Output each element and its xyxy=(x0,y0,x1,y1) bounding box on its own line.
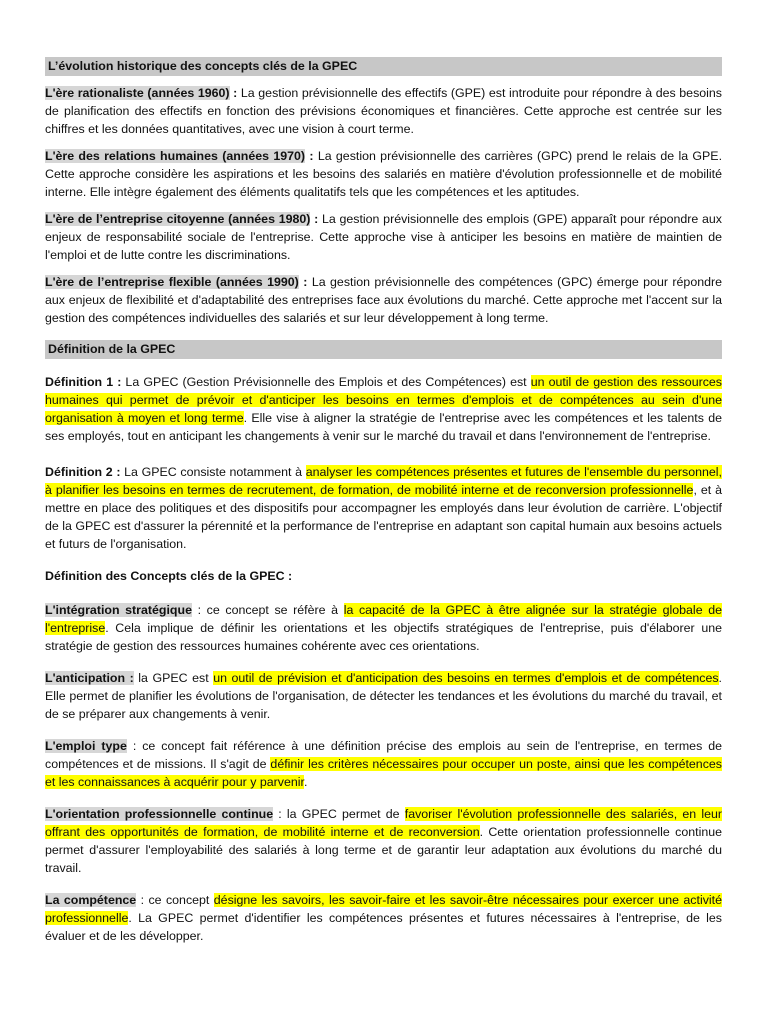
paragraph-text: La gestion prévisionnelle des effectifs (GPE) est introduite pour répondre à des besoins de planification des effectifs en fonction des prévisions économiques et financières. Cette approche est centrée sur les chiffres et les données quantitatives, avec une vision à court terme. xyxy=(45,86,722,136)
paragraph-definition-1: Définition 1 : La GPEC (Gestion Prévisionnelle des Emplois et des Compétences) est un outil de gestion des ressources humaines qui permet de prévoir et d'anticiper les besoins en termes d'emplois et de compétences au sein d'une organisation à moyen et long terme. Elle vise à aligner la stratégie de l'entreprise avec les compétences et les talents de ses employés, tout en anticipant les changements à venir sur le marché du travail et dans l'environnement de l'entreprise. xyxy=(45,375,722,443)
term-era-1970: L'ère des relations humaines (années 1970) xyxy=(45,149,306,163)
term-definition-1: Définition 1 : xyxy=(45,375,122,389)
term-competence: La compétence xyxy=(45,893,137,907)
paragraph-orientation: L'orientation professionnelle continue : la GPEC permet de favoriser l'évolution professionnelle des salariés, en leur offrant des opportunités de formation, de mobilité interne et de reconversion. Cette orientation professionnelle continue permet d'assurer l'employabilité des salariés à long terme et de garantir leur adaptation aux évolutions du marché du travail. xyxy=(45,807,723,875)
term-anticipation: L'anticipation : xyxy=(45,671,134,685)
section-heading-definition: Définition de la GPEC xyxy=(45,340,722,359)
paragraph-emploi-type: L'emploi type : ce concept fait référence à une définition précise des emplois au sein de l'entreprise, en termes de compétences et de missions. Il s'agit de définir les critères nécessaires pour occuper un poste, ainsi que les compétences et les connaissances à acquérir pour y parvenir. xyxy=(45,739,722,789)
highlighted-text: définir les critères nécessaires pour occuper un poste, ainsi que les compétences et les connaissances à acquérir pour y parvenir xyxy=(45,757,722,789)
highlighted-text: un outil de prévision et d'anticipation des besoins en termes d'emplois et de compétences xyxy=(213,671,719,685)
section-heading-history: L’évolution historique des concepts clés de la GPEC xyxy=(45,57,722,76)
paragraph-competence: La compétence : ce concept désigne les savoirs, les savoir-faire et les savoir-être nécessaires pour exercer une activité professionnelle. La GPEC permet d'identifier les compétences présentes et futures nécessaires à l'entreprise, de les évaluer et de les développer. xyxy=(45,893,722,943)
highlighted-text: la capacité de la GPEC à être alignée sur la stratégie globale de l'entreprise xyxy=(45,603,722,635)
document-page xyxy=(45,57,722,945)
term-emploi-type: L'emploi type xyxy=(45,739,127,753)
paragraph-integration: L'intégration stratégique : ce concept se réfère à la capacité de la GPEC à être alignée sur la stratégie globale de l'entreprise. Cela implique de définir les orientations et les objectifs stratégiques de l'entreprise, puis d'élaborer une stratégie de gestion des ressources humaines cohérente avec ces orientations. xyxy=(45,603,722,653)
highlighted-text: analyser les compétences présentes et futures de l'ensemble du personnel, à planifier les besoins en termes de recrutement, de formation, de mobilité interne et de reconversion professionnelle xyxy=(45,465,722,497)
paragraph-text: La gestion prévisionnelle des emplois (GPE) apparaît pour répondre aux enjeux de responsabilité sociale de l'entreprise. Cette approche vise à anticiper les besoins en matière de maintien de l'emploi et de lutte contre les discriminations. xyxy=(45,212,722,262)
highlighted-text: désigne les savoirs, les savoir-faire et les savoir-être nécessaires pour exercer une activité professionnelle xyxy=(45,893,722,925)
paragraph-definition-2: Définition 2 : La GPEC consiste notamment à analyser les compétences présentes et futures de l'ensemble du personnel, à planifier les besoins en termes de recrutement, de formation, de mobilité interne et de reconversion professionnelle, et à mettre en place des politiques et des dispositifs pour accompagner les employés dans leur évolution de carrière. L'objectif de la GPEC est d'assurer la pérennité et la performance de l'entreprise en adaptant son capital humain aux besoins actuels et futurs de l'organisation. xyxy=(45,465,722,551)
paragraph-era-1960: L'ère rationaliste (années 1960) : La gestion prévisionnelle des effectifs (GPE) est introduite pour répondre à des besoins de planification des effectifs en fonction des prévisions économiques et financières. Cette approche est centrée sur les chiffres et les données quantitatives, avec une vision à court terme. xyxy=(45,86,722,136)
paragraph-era-1970: L'ère des relations humaines (années 1970) : La gestion prévisionnelle des carrières (GPC) prend le relais de la GPE. Cette approche considère les aspirations et les besoins des salariés en matière d'évolution professionnelle et de mobilité interne. Elle intègre également des éléments qualitatifs tels que les compétences et les aptitudes. xyxy=(45,149,723,199)
term-era-1960: L'ère rationaliste (années 1960) xyxy=(45,86,230,100)
paragraph-text: La gestion prévisionnelle des compétences (GPC) émerge pour répondre aux enjeux de flexibilité et d'adaptabilité des entreprises face aux évolutions du marché. Cette approche met l'accent sur la gestion des compétences individuelles des salariés et sur leur développement à long terme. xyxy=(45,275,723,325)
highlighted-text: un outil de gestion des ressources humaines qui permet de prévoir et d'anticiper les besoins en termes d'emplois et de compétences au sein d'une organisation à moyen et long terme xyxy=(45,375,722,425)
highlighted-text: favoriser l'évolution professionnelle des salariés, en leur offrant des opportunités de formation, de mobilité interne et de reconversion xyxy=(45,807,723,839)
term-era-1990: L'ère de l’entreprise flexible (années 1990) xyxy=(45,275,299,289)
term-definition-2: Définition 2 : xyxy=(45,465,121,479)
paragraph-anticipation: L'anticipation : la GPEC est un outil de prévision et d'anticipation des besoins en termes d'emplois et de compétences. Elle permet de planifier les évolutions de l'organisation, de détecter les tendances et les évolutions du marché du travail, et de se préparer aux changements à venir. xyxy=(45,671,722,721)
term-orientation: L'orientation professionnelle continue xyxy=(45,807,274,821)
paragraph-text: La gestion prévisionnelle des carrières (GPC) prend le relais de la GPE. Cette approche considère les aspirations et les besoins des salariés en matière d'évolution professionnelle et de mobilité interne. Elle intègre également des éléments qualitatifs tels que les compétences et les aptitudes. xyxy=(45,149,723,199)
section-heading-concepts: Définition des Concepts clés de la GPEC : xyxy=(45,569,293,583)
paragraph-era-1980: L'ère de l’entreprise citoyenne (années 1980) : La gestion prévisionnelle des emplois (GPE) apparaît pour répondre aux enjeux de responsabilité sociale de l'entreprise. Cette approche vise à anticiper les besoins en matière de maintien de l'emploi et de lutte contre les discriminations. xyxy=(45,212,722,262)
term-era-1980: L'ère de l’entreprise citoyenne (années 1980) xyxy=(45,212,311,226)
paragraph-era-1990: L'ère de l’entreprise flexible (années 1990) : La gestion prévisionnelle des compétences (GPC) émerge pour répondre aux enjeux de flexibilité et d'adaptabilité des entreprises face aux évolutions du marché. Cette approche met l'accent sur la gestion des compétences individuelles des salariés et sur leur développement à long terme. xyxy=(45,275,723,325)
term-integration: L'intégration stratégique xyxy=(45,603,192,617)
